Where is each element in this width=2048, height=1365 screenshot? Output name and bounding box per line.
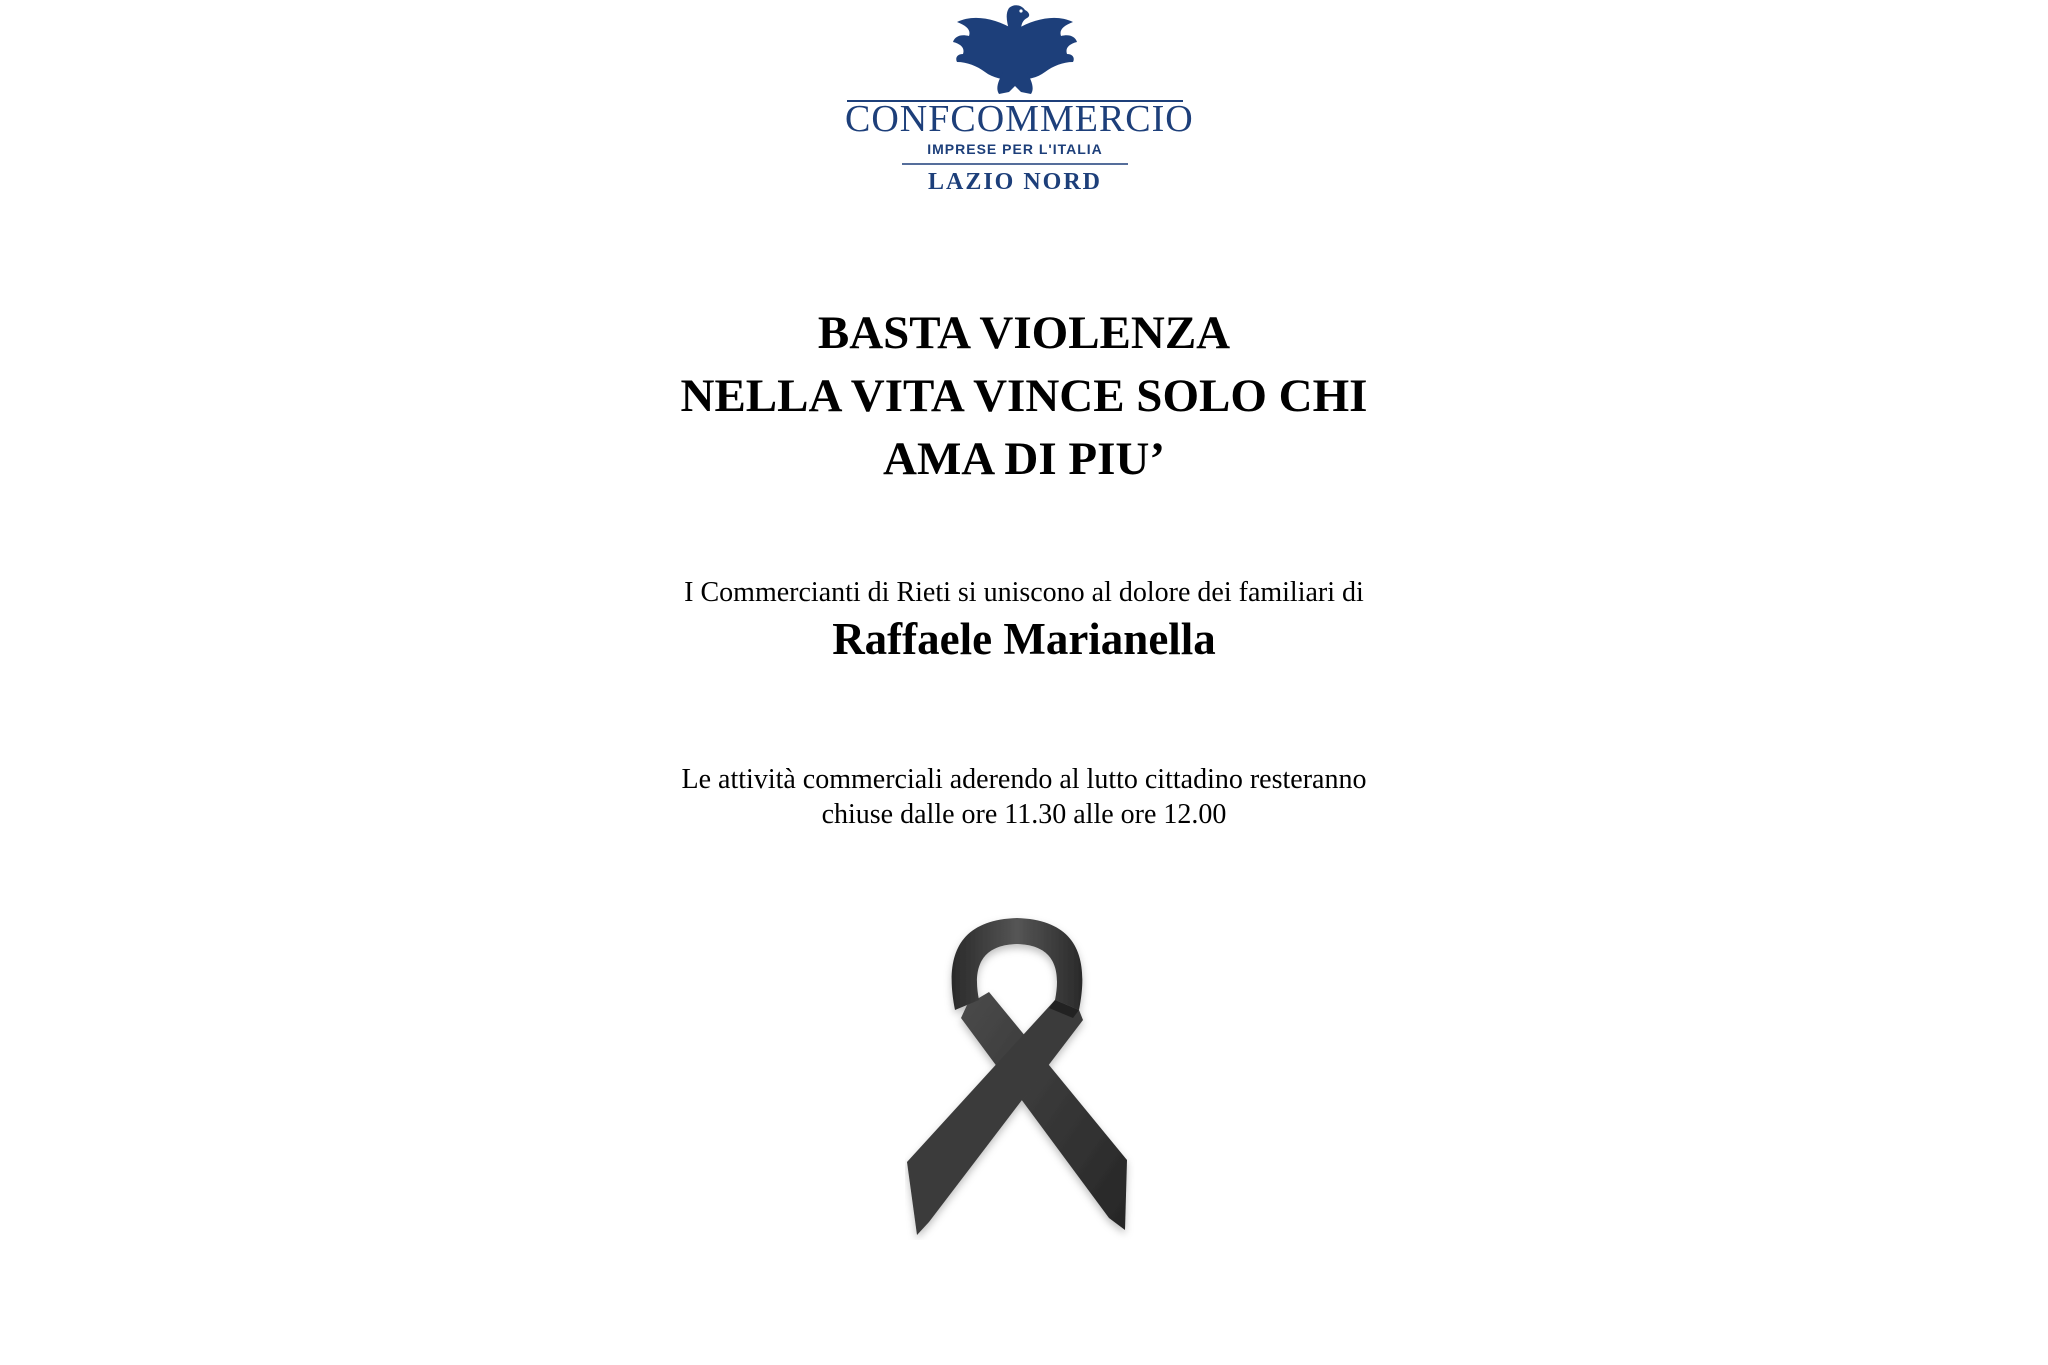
headline-line: BASTA VIOLENZA — [817, 307, 1231, 359]
notice-line: Le attività commerciali aderendo al lutto cittadino resteranno — [681, 764, 1367, 795]
notice-line: chiuse dalle ore 11.30 alle ore 12.00 — [821, 799, 1227, 830]
logo-region: LAZIO NORD — [927, 169, 1103, 195]
confcommercio-logo — [845, 0, 1194, 205]
logo-tagline: IMPRESE PER L'ITALIA — [927, 141, 1103, 157]
condolence-text: I Commercianti di Rieti si uniscono al dolore dei familiari di — [684, 577, 1364, 608]
deceased-name: Raffaele Marianella — [832, 614, 1216, 664]
logo-wordmark: CONFCOMMERCIO — [845, 98, 1194, 140]
headline — [524, 302, 1524, 491]
mourning-ribbon-icon — [905, 900, 1135, 1240]
closure-notice — [524, 762, 1524, 832]
headline-line: NELLA VITA VINCE SOLO CHI — [680, 370, 1368, 422]
headline-line: AMA DI PIU’ — [883, 433, 1165, 485]
